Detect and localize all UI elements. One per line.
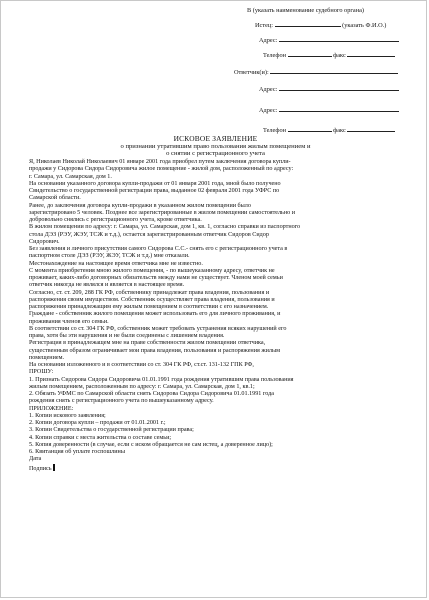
body-line: Сидорович.	[29, 238, 60, 245]
body-line: распоряжения принадлежащим ему жилым помещением в соответствии с его назначением.	[29, 304, 269, 310]
body-line: Без заявления и личного присутствия самого Сидорова С.С.- снять его с регистрационного учета в	[29, 246, 288, 252]
body-line: права, хотя бы эти нарушения и не были соединены с лишением владения.	[29, 333, 225, 339]
body-line: существенным образом ограничивает мои права владения, пользования и распоряжения жилым	[29, 347, 280, 354]
body-line: Согласно, ст. ст. 209, 288 ГК РФ, собственнику принадлежат права владения, пользования и	[29, 289, 270, 296]
defendant-address2-line	[259, 105, 427, 115]
body-line: 2. Обязать УФМС по Самарской области снять Сидорова Сидора Сидоровича 01.01.1991 года	[29, 391, 275, 397]
body-line: 1. Признать Сидорова Сидора Сидоровича 01.01.1991 года рождения утратившим права пользования	[29, 376, 294, 383]
body-line: 5. Копия доверенности (в случае, если с иском обращается не сам истец, а доверенное лицо);	[29, 441, 273, 448]
body-line: Местонахождение на настоящее время ответчика мне не известно.	[29, 260, 203, 267]
title-main: ИСКОВОЕ ЗАЯВЛЕНИЕ	[173, 134, 258, 143]
court-label: В (указать наименование судебного органа)	[247, 7, 364, 14]
body-line: г. Самара, ул. Самарская, дом 1.	[29, 173, 112, 180]
defendants-line	[234, 67, 427, 77]
plaintiff-address-line	[259, 35, 427, 45]
fax2-label: факс	[333, 127, 346, 134]
defendants-label: Ответчик(и):	[234, 69, 269, 76]
address2-fill	[279, 84, 399, 91]
plaintiff-phone-line	[263, 50, 427, 60]
address-label: Адрес:	[259, 37, 278, 44]
body-line: ПРИЛОЖЕНИЕ:	[29, 405, 74, 412]
defendants-fill	[270, 67, 398, 74]
title-line3: о снятии с регистрационного учета	[166, 150, 265, 158]
body-line: В жилом помещении по адресу: г. Самара, ул. Самарская, дом 1, кв. 1, согласно справки из паспортного	[29, 224, 301, 231]
body-line: 4. Копии справки с места жительства о составе семьи;	[29, 434, 172, 441]
document-body	[29, 159, 411, 473]
fax2-fill	[347, 125, 395, 132]
address3-label: Адрес:	[259, 107, 278, 114]
body-line: В соответствии со ст. 304 ГК РФ, собственник может требовать устранения всяких нарушений его	[29, 325, 287, 332]
plaintiff-hint: (указать Ф.И.О.)	[342, 22, 387, 29]
body-line: 2. Копии договора купли – продажи от 01.01.2001 г.;	[29, 420, 166, 426]
body-line: Я, Николаев Николай Николаевич 01 январе 2001 года приобрел путем заключения договора купли-	[29, 159, 291, 165]
fax-fill	[347, 50, 395, 57]
body-line: Дата	[29, 456, 42, 463]
defendant-phone-line	[263, 125, 427, 135]
body-line: рождения снять с регистрационного учета по вышеуказанному адресу.	[29, 398, 214, 405]
address2-label: Адрес:	[259, 86, 278, 93]
phone-fill	[288, 50, 332, 57]
defendant-address-line	[259, 84, 427, 94]
body-line: Ранее, до заключения договора купли-продажи в указанном жилом помещении было	[29, 202, 251, 209]
plaintiff-line	[255, 20, 427, 30]
phone2-label: Телефон	[263, 127, 287, 134]
body-line: Свидетельство о государственной регистрации права, выданное 02 февраля 2001 года УФРС по	[29, 188, 280, 194]
body-line: проживает, каких-либо договорных обязательств между нами не существует. Членом моей семьи	[29, 275, 283, 281]
body-line: Подпись	[29, 464, 411, 473]
body-line: продажи у Сидорова Сидора Сидоровича жилое помещение - жилой дом, расположенный по адресу:	[29, 166, 294, 173]
body-line: Регистрация в принадлежащем мне на праве собственности жилом помещении ответчика,	[29, 340, 266, 347]
body-line: ответчик никогда не являлся и является в настоящее время.	[29, 282, 185, 289]
phone-label: Телефон	[263, 52, 287, 59]
address-fill	[279, 35, 399, 42]
body-line: Самарской области.	[29, 195, 81, 202]
document-title	[1, 135, 427, 158]
body-line: 3. Копии Свидетельства о государственной регистрации права;	[29, 427, 194, 434]
body-line: 1. Копии искового заявления;	[29, 412, 106, 419]
body-line: стола ДЭЗ (РЭУ, ЖЭУ, ТСЖ и т.д.), остается зарегистрированным ответчик Сидоров Сидор	[29, 231, 269, 238]
body-line: жилым помещением, расположенным по адресу: г. Самара, ул. Самарская, дом 1, кв.1;	[29, 383, 255, 390]
body-line: распоряжения своим имуществом. Собственник осуществляет права владения, пользования и	[29, 296, 275, 303]
body-line: С момента приобретения мною жилого помещения, - по вышеуказанному адресу, ответчик не	[29, 267, 275, 274]
text-cursor	[53, 464, 55, 471]
body-line: добровольно снялись с регистрационного учета, кроме ответчика.	[29, 217, 202, 223]
court-name	[247, 7, 427, 15]
body-line: помещением.	[29, 354, 65, 361]
plaintiff-fill	[275, 20, 341, 27]
address3-fill	[279, 105, 399, 112]
title-line2: о признании утратившим право пользования жилым помещением и	[120, 142, 311, 150]
body-line: ПРОШУ:	[29, 369, 54, 376]
body-line: На основании изложенного и в соответствии со ст. 304 ГК РФ, ст.ст. 131-132 ГПК РФ,	[29, 362, 254, 368]
body-line: 6. Квитанция об уплате госпошлины	[29, 449, 125, 455]
body-line: зарегистрировано 5 человек. Позднее все зарегистрированные в жилом помещении самостоятельно и	[29, 209, 296, 216]
body-line: На основании указанного договора купли-продажи от 01 января 2001 года, мной было получено	[29, 180, 281, 187]
phone2-fill	[288, 125, 332, 132]
plaintiff-label: Истец:	[255, 22, 274, 29]
body-line: проживания членов его семьи.	[29, 318, 109, 325]
body-line: Граждане - собственник жилого помещения может использовать его для личного проживания, и	[29, 311, 281, 318]
body-line: паспортном столе ДЭЗ (РЭУ, ЖЭУ, ТСЖ и т.д.) мне отказали.	[29, 253, 190, 260]
fax-label: факс	[333, 52, 346, 59]
